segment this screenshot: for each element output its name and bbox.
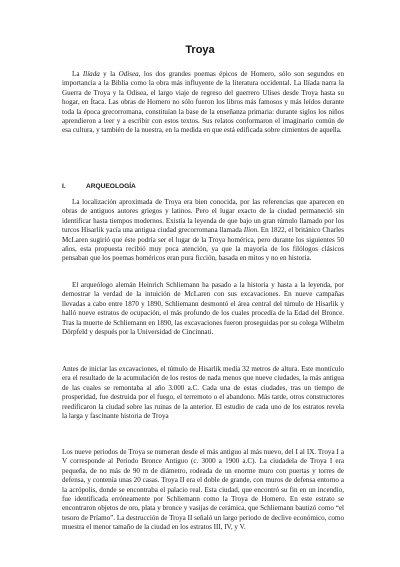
odisea-title: Odisea <box>118 70 139 78</box>
paragraph-4: Los nueve periodos de Troya se numeran desde el más antiguo al más nuevo, del I al IX. Troya I a V corresponde al Periodo Bronce Antiguo (c. 3000 a 1900 a.C). La ciudadela de Troya I era pequeña, de no más de 90 m de diámetro, rodeada de un enorme muro con puertas y torres de defensa, y contenía unas 20 casas. Troya II era el doble de grande, con muros de defensa entorno a la acrópolis, donde se encontraba el palacio real. Esta ciudad, que encontró su fin en un incendio, fue identificada erróneamente por Schliemann como la Troya de Homero. En este estrato se encontraron objetos de oro, plata y bronce y vasijas de cerámica, que Schliemann bautizó como “el tesoro de Príamo”. La destrucción de Troya II señaló un largo periodo de declive económico, como muestra el menor tamaño de la ciudad en los estratos III, IV, y V. <box>62 448 344 532</box>
paragraph-1 <box>62 198 344 264</box>
document-title: Troya <box>185 44 215 56</box>
intro-text-start: La <box>72 70 83 78</box>
intro-text-mid: y la <box>99 70 119 78</box>
paragraph-3: Antes de iniciar las excavaciones, el túmulo de Hisarlik medía 32 metros de altura. Este montículo era el resultado de la acumulación de los restos de nada menos que nueve ciudades, la más antigua de las cuales se remontaba al año 3.000 a.C. Cada una de estas ciudades, tras un tiempo de prosperidad, fue destruida por el fuego, el terremoto o el abandono. Más tarde, otros constructores reedificaron la ciudad sobre las ruinas de la anterior. El estudio de cada uno de los estratos revela la larga y fascinante historia de Troya <box>62 365 344 421</box>
paragraph-2: El arqueólogo alemán Heinrich Schliemann ha pasado a la historia y hasta a la leyenda, por demostrar la verdad de la intuición de McLaren con sus excavaciones. En nueve campañas llevadas a cabo entre 1870 y 1890, Schliemann desmontó el área central del túmulo de Hisarlik y halló nueve estratos de ocupación, el más profundo de los cuales procedía de la Edad del Bronce. Tras la muerte de Schliemann en 1890, las excavaciones fueron proseguidas por su colega Wilhelm Dörpfeld y después por la Universidad de Cincinnati. <box>62 281 344 337</box>
intro-text-rest: , los dos grandes poemas épicos de Homero, sólo son segundos en importancia a la Biblia como la obra más influyente de la literatura occidental. La Ilíada narra la Guerra de Troya y la Odisea, el largo viaje de regreso del guerrero Ulises desde Troya hasta su hogar, en Ítaca. Las obras de Homero no sólo fueron los libros más famosos y más leídos durante toda la época grecorromana, constituían la base de la enseñanza primaria: durante siglos los niños aprendieron a leer y a escribir con estos textos. Sus relatos conformaron el imaginario común de esa cultura, y también de la nuestra, en la medida en que está edificada sobre cimientos de aquella. <box>62 70 344 135</box>
section-number: I. <box>62 183 66 190</box>
iliada-title: Ilíada <box>82 70 100 78</box>
intro-paragraph <box>62 70 344 136</box>
section-heading <box>62 183 136 190</box>
ilion-name: Ilion <box>243 226 258 235</box>
section-title: ARQUEOLOGÍA <box>86 183 136 190</box>
paragraph-1-text-rest: . En 1822, el británico Charles McLaren sugirió que éste podría ser el lugar de la Troya homérica, pero durante los siguientes 50 años, esta propuesta recibió muy poca atención, ya que la mayoría de los filólogos clásicos pensaban que los poemas homéricos eran pura ficción, basada en mitos y no en historia. <box>62 226 344 263</box>
paragraph-1-text-start: La localización aproximada de Troya era bien conocida, por las referencias que aparecen en obras de antiguos autores griegos y latinos. Pero el lugar exacto de la ciudad permaneció sin identificar hasta tiempos modernos. Existía la leyenda de que bajo un gran túmulo llamado por los turcos Hisarlik yacía una antigua ciudad grecorromana llamada <box>62 198 344 235</box>
